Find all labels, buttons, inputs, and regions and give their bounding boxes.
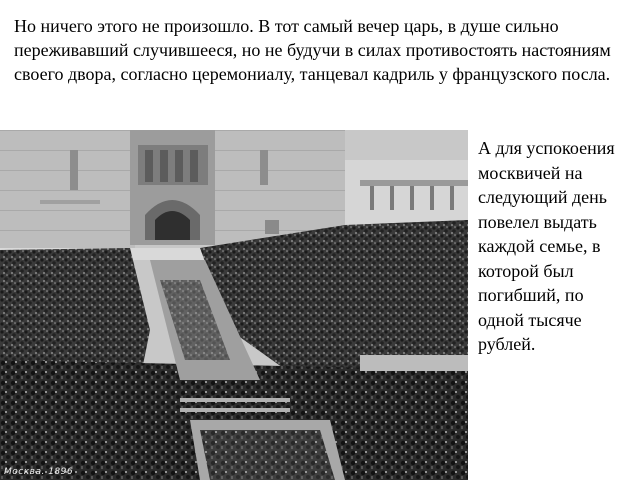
crowd-illustration xyxy=(0,130,468,480)
intro-paragraph: Но ничего этого не произошло. В тот самый вечер царь, в душе сильно переживавший случившееся, но не будучи в силах противостоять настояниям своего двора, согласно церемониалу, танцевал кадриль у французского посла. xyxy=(14,16,611,84)
historical-crowd-photo xyxy=(0,130,468,480)
photo-watermark: Москва. 1896 xyxy=(4,467,74,477)
side-paragraph: А для успокоения москвичей на следующий день повелел выдать каждой семье, в которой был погибший, по одной тысяче рублей. xyxy=(478,138,615,354)
